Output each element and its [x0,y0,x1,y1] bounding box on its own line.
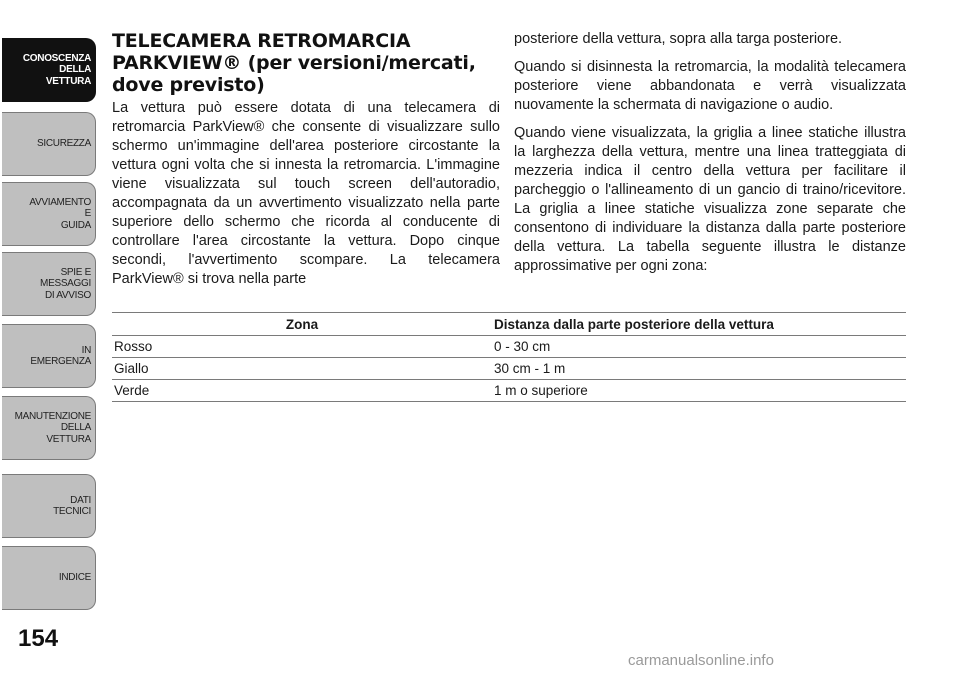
paragraph-grid-description: Quando viene visualizzata, la griglia a linee statiche illustra la larghezza della vettura, mentre una linea tratteggiata di mezzeria indica il centro della vettura per facilitare il parcheggio o l'allineamento di un gancio di traino/ricevitore. La griglia a linee statiche visualizza zone separate che consentono di individuare la distanza dalla parte posteriore della vettura. La tabella seguente illustra le distanze approssimative per ogni zona: [514,125,906,274]
tab-avviamento-e-guida[interactable] [2,182,96,246]
tab-label-line: CONOSCENZA [22,52,91,64]
table-row [112,380,906,402]
tab-label-line: VETTURA [45,75,91,87]
right-column [514,30,906,276]
paragraph-intro-continued: posteriore della vettura, sopra alla targa posteriore. [514,31,843,47]
header-distanza: Distanza dalla parte posteriore della vettura [494,316,774,332]
table-row [112,336,906,358]
zone-name: Verde [114,383,150,398]
header-zona: Zona [285,316,319,332]
tab-label-line: VETTURA [46,433,91,445]
tab-conoscenza-della-vettura[interactable] [2,38,96,102]
tab-label-line: EMERGENZA [30,356,91,367]
watermark: carmanualsonline.info [628,652,774,669]
tab-in-emergenza[interactable] [2,324,96,388]
zone-distance: 30 cm - 1 m [494,361,566,376]
zone-name: Giallo [114,361,149,376]
tab-manutenzione[interactable] [2,396,96,460]
tab-label-line: DATI [70,494,91,506]
tab-label-line: SPIE E [60,266,91,278]
tab-label-line: AVVIAMENTO [29,196,91,208]
tab-label-line: IN [81,344,91,356]
tab-sicurezza[interactable] [2,112,96,176]
table-header-row [112,313,906,336]
paragraph-intro: La vettura può essere dotata di una telecamera di retromarcia ParkView® che consente di visualizzare sullo schermo un'immagine dell'area posteriore circostante la vettura ogni volta che si innesta la retromarcia. L'immagine viene visualizzata sul touch screen dell'autoradio, accompagnata da un avvertimento visualizzato nella parte superiore dello schermo che ricorda al conducente di controllare l'area circostante la vettura. Dopo cinque secondi, l'avvertimento scomparе. La telecamera ParkView® si trova nella parte [112,100,500,287]
zone-name: Rosso [114,339,153,354]
tab-label-line: GUIDA [60,219,91,231]
tab-label-line: DELLA [59,64,91,76]
tab-label-line: SICUREZZA [37,138,91,150]
tab-label-line: TECNICI [53,506,91,517]
tab-label-line: MESSAGGI [40,278,91,290]
table-row [112,358,906,380]
tab-label-line: MANUTENZIONE [14,410,91,422]
tab-label-line: E [84,208,91,220]
page-number: 154 [18,625,59,652]
zone-distance: 1 m o superiore [494,383,588,398]
zone-distance: 0 - 30 cm [494,339,551,354]
paragraph-reverse-disengage: Quando si disinnesta la retromarcia, la modalità telecamera posteriore viene abbandonata e verrà visualizzata nuovamente la schermata di navigazione o audio. [514,59,906,113]
left-column [112,30,500,289]
tab-label-line: DELLA [60,422,91,434]
distance-table [112,312,906,402]
tab-spie-e-messaggi[interactable] [2,252,96,316]
chapter-sidebar [0,0,100,678]
tab-indice[interactable] [2,546,96,610]
tab-dati-tecnici[interactable] [2,474,96,538]
tab-label-line: INDICE [58,572,91,584]
section-title: TELECAMERA RETROMARCIA PARKVIEW® (per versioni/mercati, dove previsto) [112,30,476,96]
tab-label-line: DI AVVISO [44,289,91,301]
